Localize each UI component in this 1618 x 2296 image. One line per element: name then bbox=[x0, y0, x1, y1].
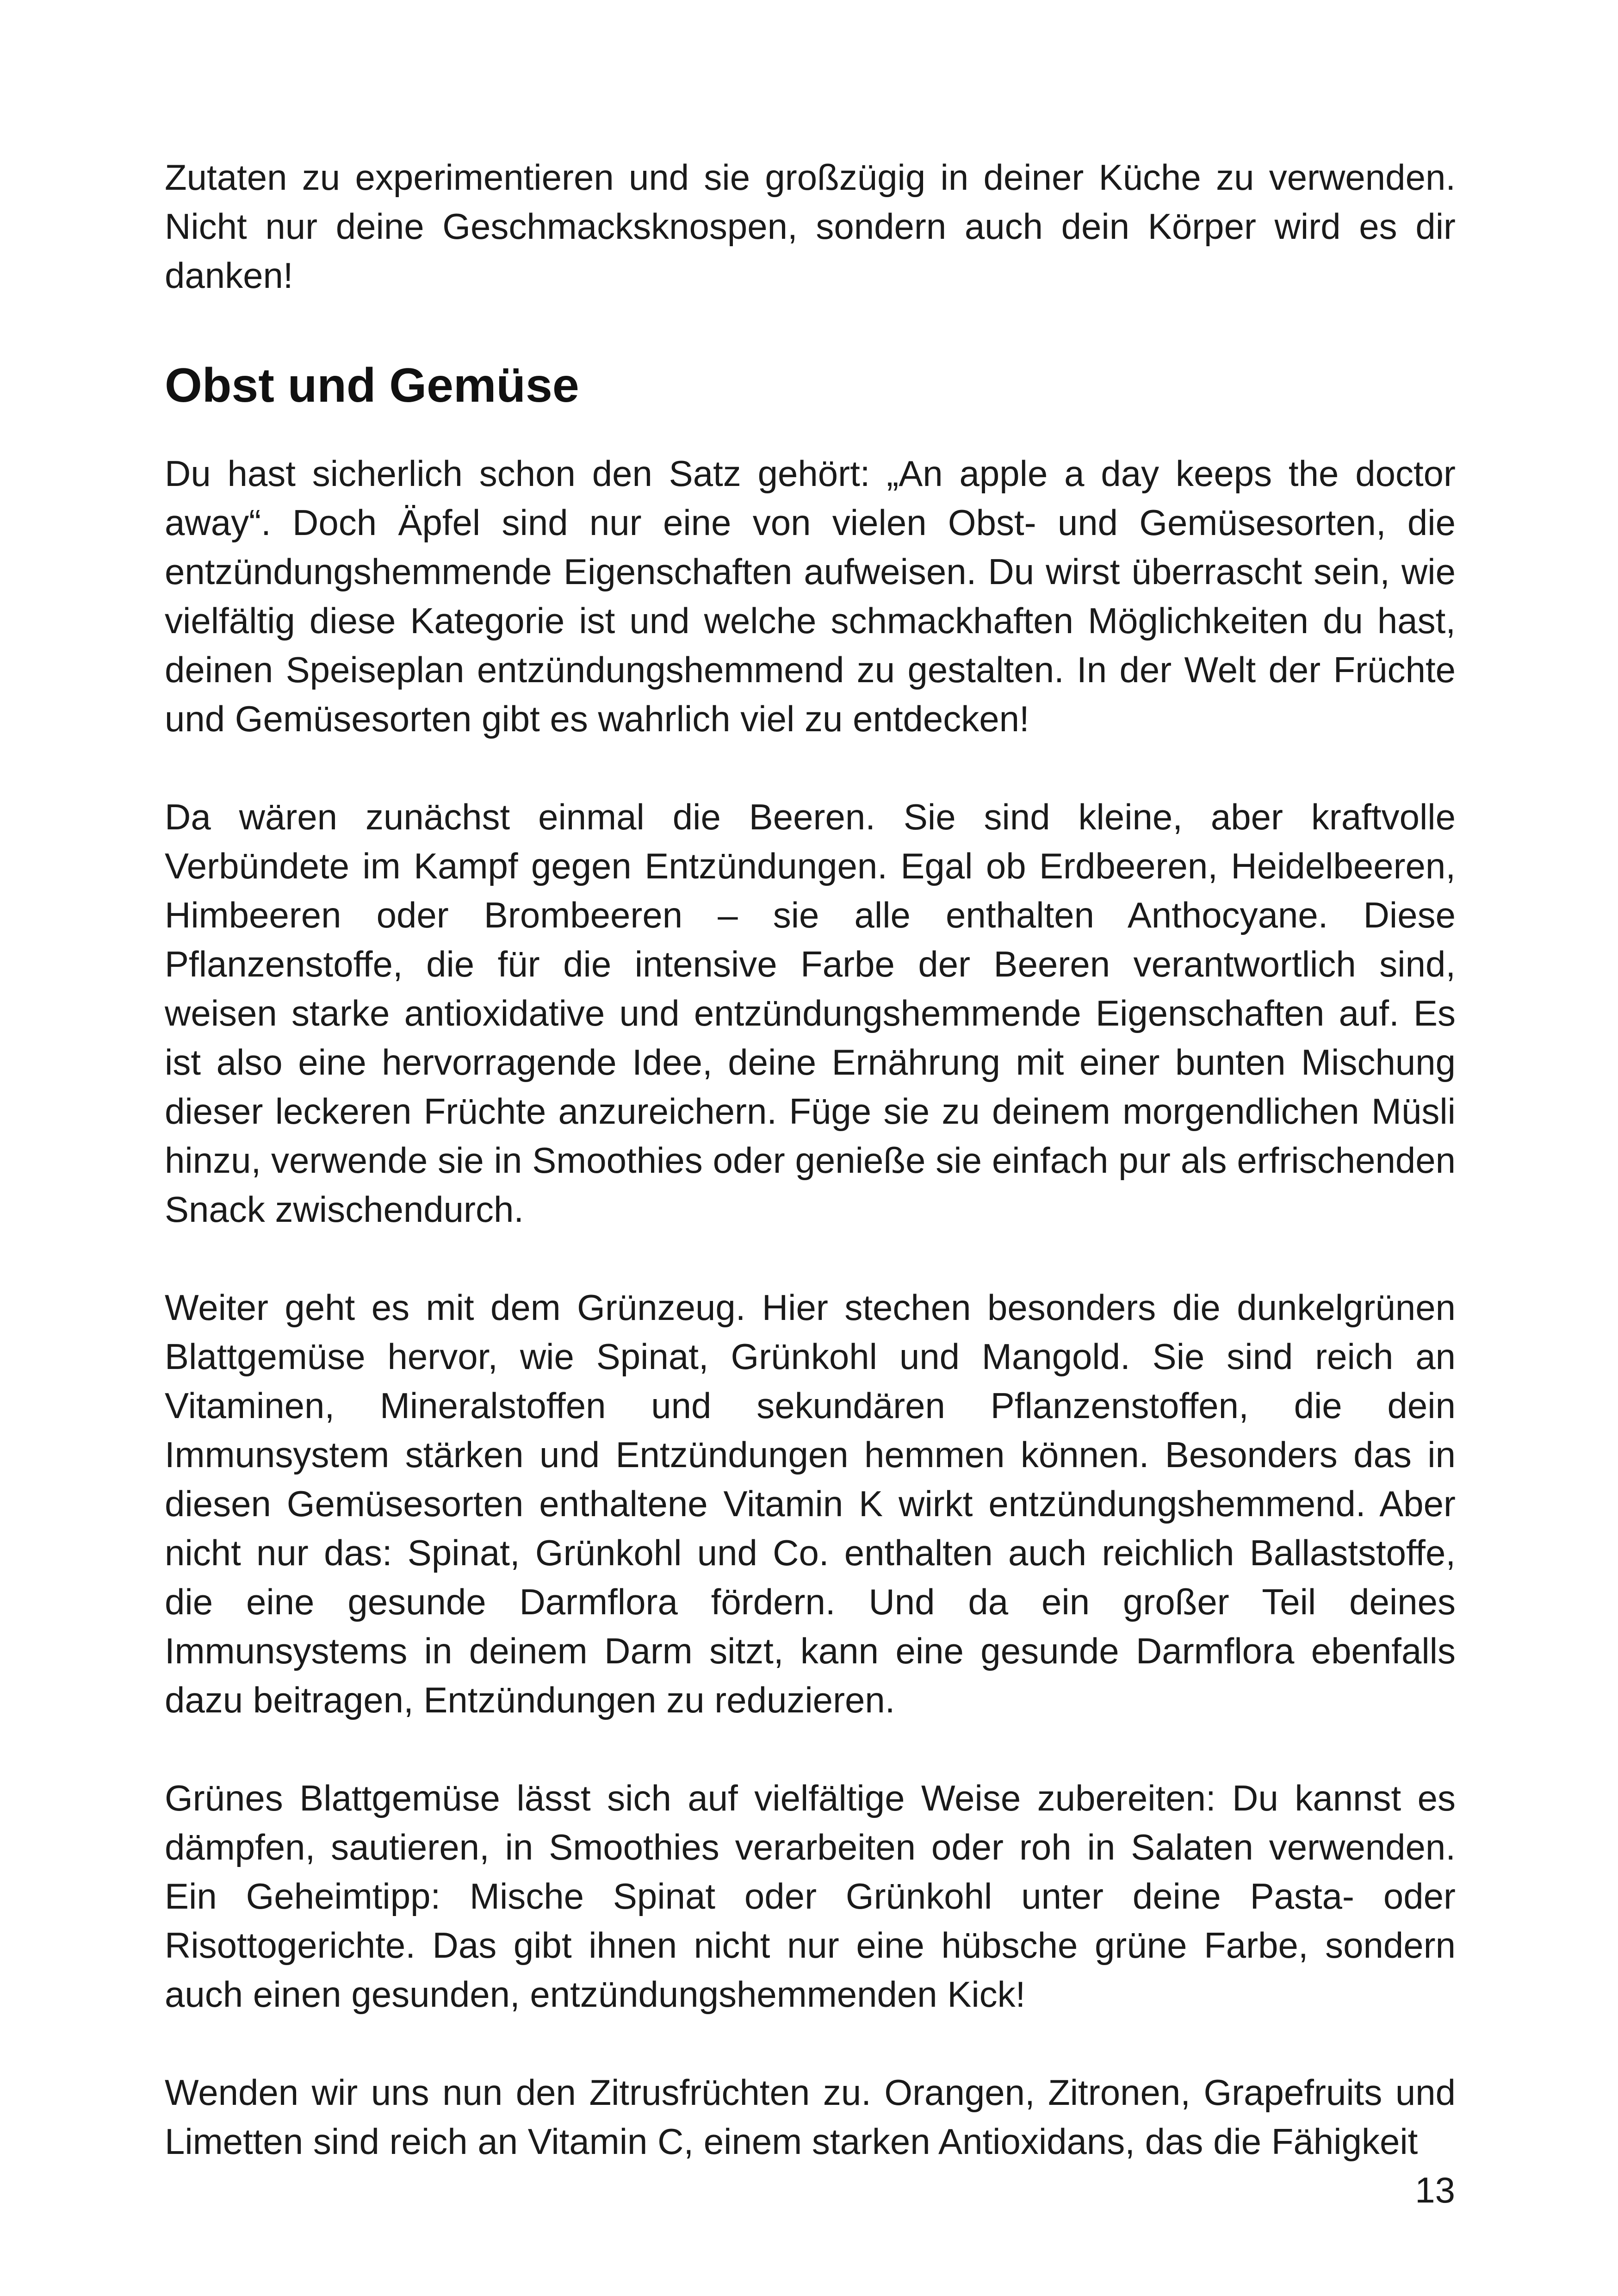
page-body bbox=[165, 153, 1456, 2166]
body-paragraph: Wenden wir uns nun den Zitrusfrüchten zu. Orangen, Zitronen, Grapefruits und Limetten sind reich an Vitamin C, einem starken Antioxidans, das die Fähigkeit bbox=[165, 2072, 1456, 2162]
page-number: 13 bbox=[1415, 2170, 1455, 2210]
section-heading: Obst und Gemüse bbox=[165, 359, 579, 412]
body-paragraph: Grünes Blattgemüse lässt sich auf vielfältige Weise zubereiten: Du kannst es dämpfen, sautieren, in Smoothies verarbeiten oder roh in Salaten verwenden. Ein Geheimtipp: Mische Spinat oder Grünkohl unter deine Pasta- oder Risottogerichte. Das gibt ihnen nicht nur eine hübsche grüne Farbe, sondern auch einen gesunden, entzündungshemmenden Kick! bbox=[165, 1778, 1456, 2015]
body-paragraph: Da wären zunächst einmal die Beeren. Sie sind kleine, aber kraftvolle Verbündete im Kampf gegen Entzündungen. Egal ob Erdbeeren, Heidelbeeren, Himbeeren oder Brombeeren – sie alle enthalten Anthocyane. Diese Pflanzenstoffe, die für die intensive Farbe der Beeren verantwortlich sind, weisen starke antioxidative und entzündungshemmende Eigenschaften auf. Es ist also eine hervorragende Idee, deine Ernährung mit einer bunten Mischung dieser leckeren Früchte anzureichern. Füge sie zu deinem morgendlichen Müsli hinzu, verwende sie in Smoothies oder genieße sie einfach pur als erfrischenden Snack zwischendurch. bbox=[165, 796, 1456, 1230]
body-paragraph: Weiter geht es mit dem Grünzeug. Hier stechen besonders die dunkelgrünen Blattgemüse hervor, wie Spinat, Grünkohl und Mangold. Sie sind reich an Vitaminen, Mineralstoffen und sekundären Pflanzenstoffen, die dein Immunsystem stärken und Entzündungen hemmen können. Besonders das in diesen Gemüsesorten enthaltene Vitamin K wirkt entzündungshemmend. Aber nicht nur das: Spinat, Grünkohl und Co. enthalten auch reichlich Ballaststoffe, die eine gesunde Darmflora fördern. Und da ein großer Teil deines Immunsystems in deinem Darm sitzt, kann eine gesunde Darmflora ebenfalls dazu beitragen, Entzündungen zu reduzieren. bbox=[165, 1287, 1456, 1720]
intro-paragraph: Zutaten zu experimentieren und sie großzügig in deiner Küche zu verwenden. Nicht nur deine Geschmacksknospen, sondern auch dein Körper wird es dir danken! bbox=[165, 157, 1456, 296]
body-paragraph: Du hast sicherlich schon den Satz gehört: „An apple a day keeps the doctor away“. Doch Äpfel sind nur eine von vielen Obst- und Gemüsesorten, die entzündungshemmende Eigenschaften aufweisen. Du wirst überrascht sein, wie vielfältig diese Kategorie ist und welche schmackhaften Möglichkeiten du hast, deinen Speiseplan entzündungshemmend zu gestalten. In der Welt der Früchte und Gemüsesorten gibt es wahrlich viel zu entdecken! bbox=[165, 453, 1456, 739]
